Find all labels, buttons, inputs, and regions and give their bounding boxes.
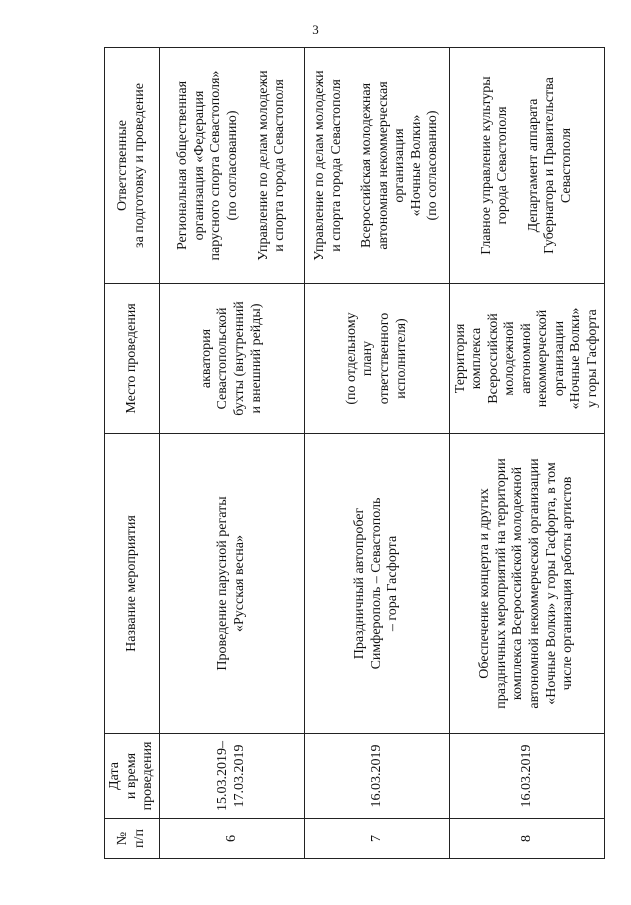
page-number: 3 <box>312 22 319 37</box>
header-name: Название мероприятия <box>105 434 160 734</box>
table-row <box>305 48 450 859</box>
row-num: 6 <box>160 819 305 859</box>
row-name: Обеспечение концерта и других праздничных мероприятий на территории комплекса Всероссийской молодежной автономной некоммерческой организации «Ночные Волки» у горы Гасфорта, в том числе организация работы артистов <box>450 434 605 734</box>
events-table-container <box>104 48 599 859</box>
row-responsible <box>305 48 450 284</box>
header-num: № п/п <box>105 819 160 859</box>
row-name: Праздничный автопробег Симферополь – Севастополь – гора Гасфорта <box>305 434 450 734</box>
row-num: 8 <box>450 819 605 859</box>
responsible-secondary: Департамент аппарата Губернатора и Правительства Севастополя <box>525 77 574 254</box>
row-num: 7 <box>305 819 450 859</box>
responsible-primary: Главное управление культуры города Севастополя <box>478 76 511 255</box>
table-header-row <box>105 48 160 859</box>
table-row <box>450 48 605 859</box>
row-responsible <box>450 48 605 284</box>
row-name: Проведение парусной регаты «Русская весна» <box>160 434 305 734</box>
responsible-secondary: Управление по делам молодежи и спорта города Севастополя <box>255 70 288 261</box>
responsible-secondary: Всероссийская молодежная автономная некоммерческая организация «Ночные Волки» (по согласованию) <box>359 81 441 250</box>
responsible-primary: Управление по делам молодежи и спорта города Севастополя <box>312 70 344 261</box>
header-date: Дата и время проведения <box>105 734 160 819</box>
row-date: 16.03.2019 <box>305 734 450 819</box>
row-responsible <box>160 48 305 284</box>
responsible-primary: Региональная общественная организация «Федерация парусного спорта Севастополя» (по согласованию) <box>175 70 240 261</box>
events-table <box>104 47 605 859</box>
row-place: Территория комплекса Всероссийской молодежной автономной некоммерческой организации «Ночные Волки» у горы Гасфорта <box>450 284 605 434</box>
row-place: (по отдельному плану ответственного исполнителя) <box>305 284 450 434</box>
row-date: 16.03.2019 <box>450 734 605 819</box>
header-place: Место проведения <box>105 284 160 434</box>
row-date: 15.03.2019– 17.03.2019 <box>160 734 305 819</box>
header-responsible: Ответственные за подготовку и проведение <box>105 48 160 284</box>
table-row <box>160 48 305 859</box>
row-place: акватория Севастопольской бухты (внутренний и внешний рейды) <box>160 284 305 434</box>
